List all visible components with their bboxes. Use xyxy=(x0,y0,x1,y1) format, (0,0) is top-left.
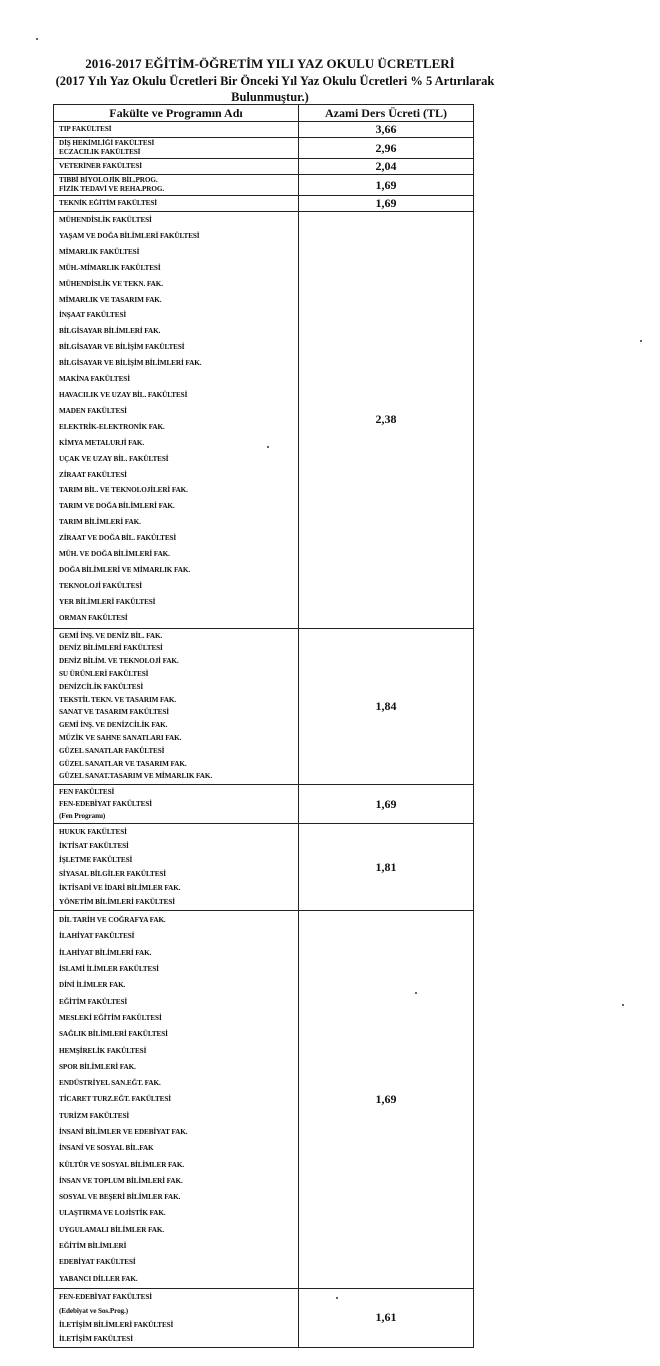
faculty-cell xyxy=(54,138,299,159)
faculty-name: TEKSTİL TEKN. VE TASARIM FAK. xyxy=(59,695,177,704)
faculty-name: FEN FAKÜLTESİ xyxy=(59,788,115,797)
faculty-name: İNSAN VE TOPLUM BİLİMLERİ FAK. xyxy=(59,1176,183,1185)
scan-speck xyxy=(415,992,417,994)
faculty-name: ELEKTRİK-ELEKTRONİK FAK. xyxy=(59,422,165,431)
faculty-name: TURİZM FAKÜLTESİ xyxy=(59,1111,130,1120)
faculty-name: ECZACILIK FAKÜLTESİ xyxy=(59,148,141,156)
scan-speck xyxy=(267,446,269,448)
fee-value: 2,38 xyxy=(299,212,474,629)
table-row xyxy=(54,175,474,196)
faculty-name: GÜZEL SANATLAR FAKÜLTESİ xyxy=(59,746,165,755)
faculty-name: GEMİ İNŞ. VE DENİZ BİL. FAK. xyxy=(59,631,163,640)
faculty-name: MÜZİK VE SAHNE SANATLARI FAK. xyxy=(59,733,182,742)
faculty-name: İKTİSADİ VE İDARİ BİLİMLER FAK. xyxy=(59,884,181,893)
faculty-cell xyxy=(54,824,299,911)
faculty-name: UÇAK VE UZAY BİL. FAKÜLTESİ xyxy=(59,454,169,463)
faculty-name: TARIM BİLİMLERİ FAK. xyxy=(59,518,141,527)
faculty-name: YÖNETİM BİLİMLERİ FAKÜLTESİ xyxy=(59,898,175,907)
fee-value: 3,66 xyxy=(299,122,474,138)
faculty-name: MİMARLIK FAKÜLTESİ xyxy=(59,247,140,256)
scan-speck xyxy=(622,1004,624,1006)
faculty-name: SAĞLIK BİLİMLERİ FAKÜLTESİ xyxy=(59,1030,168,1039)
faculty-name: MAKİNA FAKÜLTESİ xyxy=(59,375,130,384)
document-title: 2016-2017 EĞİTİM-ÖĞRETİM YILI YAZ OKULU ÜCRETLERİ xyxy=(85,56,455,71)
faculty-name: DİNİ İLİMLER FAK. xyxy=(59,981,126,990)
document-subtitle-line1: (2017 Yılı Yaz Okulu Ücretleri Bir Önceki Yıl Yaz Okulu Ücretleri % 5 Artırılarak xyxy=(55,74,495,88)
faculty-name: SOSYAL VE BEŞERİ BİLİMLER FAK. xyxy=(59,1193,181,1202)
faculty-name: ORMAN FAKÜLTESİ xyxy=(59,613,128,622)
table-row xyxy=(54,159,474,175)
faculty-name: ZİRAAT VE DOĞA BİL. FAKÜLTESİ xyxy=(59,534,177,543)
faculty-name: BİLGİSAYAR VE BİLİŞİM BİLİMLERİ FAK. xyxy=(59,359,202,368)
faculty-name: (Fen Programı) xyxy=(59,812,106,821)
faculty-name: İLAHİYAT FAKÜLTESİ xyxy=(59,932,135,941)
faculty-name: İNSANİ VE SOSYAL BİL.FAK xyxy=(59,1144,154,1153)
faculty-name: (Edebiyat ve Sos.Prog.) xyxy=(59,1306,129,1315)
faculty-cell xyxy=(54,212,299,629)
faculty-name: EĞİTİM BİLİMLERİ xyxy=(59,1242,127,1251)
faculty-name: KİMYA METALURJİ FAK. xyxy=(59,438,145,447)
faculty-name: GÜZEL SANAT.TASARIM VE MİMARLIK FAK. xyxy=(59,772,213,781)
fee-value: 1,69 xyxy=(299,911,474,1289)
table-row xyxy=(54,628,474,785)
faculty-name: BİLGİSAYAR VE BİLİŞİM FAKÜLTESİ xyxy=(59,343,185,352)
faculty-name: MÜH.-MİMARLIK FAKÜLTESİ xyxy=(59,263,161,272)
faculty-name: DOĞA BİLİMLERİ VE MİMARLIK FAK. xyxy=(59,565,191,574)
fee-value: 1,69 xyxy=(299,785,474,824)
faculty-name: SANAT VE TASARIM FAKÜLTESİ xyxy=(59,708,169,717)
fee-value: 1,81 xyxy=(299,824,474,911)
faculty-name: FEN-EDEBİYAT FAKÜLTESİ xyxy=(59,1292,152,1301)
faculty-name: HAVACILIK VE UZAY BİL. FAKÜLTESİ xyxy=(59,390,188,399)
faculty-name: İLAHİYAT BİLİMLERİ FAK. xyxy=(59,948,152,957)
fee-value: 2,96 xyxy=(299,138,474,159)
scan-speck xyxy=(36,38,38,40)
faculty-name: MADEN FAKÜLTESİ xyxy=(59,406,127,415)
faculty-name: YAŞAM VE DOĞA BİLİMLERİ FAKÜLTESİ xyxy=(59,231,200,240)
faculty-name: VETERİNER FAKÜLTESİ xyxy=(59,162,142,170)
fee-table-body xyxy=(54,122,474,1348)
scan-speck xyxy=(640,340,642,342)
document-subtitle-line2: Bulunmuştur.) xyxy=(231,90,309,104)
faculty-name: MESLEKİ EĞİTİM FAKÜLTESİ xyxy=(59,1013,162,1022)
faculty-name: TEKNİK EĞİTİM FAKÜLTESİ xyxy=(59,199,157,207)
faculty-cell xyxy=(54,1288,299,1347)
faculty-name: İNSANİ BİLİMLER VE EDEBİYAT FAK. xyxy=(59,1127,188,1136)
faculty-name: İKTİSAT FAKÜLTESİ xyxy=(59,842,129,851)
faculty-name: BİLGİSAYAR BİLİMLERİ FAK. xyxy=(59,327,161,336)
faculty-name: MİMARLIK VE TASARIM FAK. xyxy=(59,295,162,304)
faculty-cell xyxy=(54,175,299,196)
fee-value: 1,69 xyxy=(299,196,474,212)
faculty-name: SPOR BİLİMLERİ FAK. xyxy=(59,1062,136,1071)
fee-table xyxy=(53,104,474,1348)
faculty-name: TARIM BİL. VE TEKNOLOJİLERİ FAK. xyxy=(59,486,188,495)
faculty-name: YABANCI DİLLER FAK. xyxy=(59,1274,138,1283)
faculty-name: YER BİLİMLERİ FAKÜLTESİ xyxy=(59,597,156,606)
faculty-name: DENİZ BİLİMLERİ FAKÜLTESİ xyxy=(59,644,163,653)
faculty-name: KÜLTÜR VE SOSYAL BİLİMLER FAK. xyxy=(59,1160,185,1169)
faculty-name: TARIM VE DOĞA BİLİMLERİ FAK. xyxy=(59,502,175,511)
faculty-name: DENİZCİLİK FAKÜLTESİ xyxy=(59,682,144,691)
faculty-cell xyxy=(54,122,299,138)
faculty-name: ENDÜSTRİYEL SAN.EĞT. FAK. xyxy=(59,1079,161,1088)
faculty-cell xyxy=(54,196,299,212)
fee-value: 1,61 xyxy=(299,1288,474,1347)
fee-value: 2,04 xyxy=(299,159,474,175)
faculty-name: İSLAMİ İLİMLER FAKÜLTESİ xyxy=(59,965,159,974)
table-header-row xyxy=(54,105,474,122)
faculty-cell xyxy=(54,785,299,824)
faculty-name: GÜZEL SANATLAR VE TASARIM FAK. xyxy=(59,759,187,768)
fee-value: 1,84 xyxy=(299,628,474,785)
fee-value: 1,69 xyxy=(299,175,474,196)
faculty-name: ZİRAAT FAKÜLTESİ xyxy=(59,470,127,479)
faculty-name: SU ÜRÜNLERİ FAKÜLTESİ xyxy=(59,669,149,678)
faculty-name: TİCARET TURZ.EĞT. FAKÜLTESİ xyxy=(59,1095,171,1104)
faculty-name: DİŞ HEKİMLİĞİ FAKÜLTESİ xyxy=(59,139,155,147)
faculty-name: DENİZ BİLİM. VE TEKNOLOJİ FAK. xyxy=(59,657,179,666)
faculty-name: MÜH. VE DOĞA BİLİMLERİ FAK. xyxy=(59,550,170,559)
faculty-name: GEMİ İNŞ. VE DENİZCİLİK FAK. xyxy=(59,721,168,730)
faculty-cell xyxy=(54,628,299,785)
table-row xyxy=(54,824,474,911)
table-row xyxy=(54,138,474,159)
scan-speck xyxy=(336,1297,338,1299)
faculty-name: EĞİTİM FAKÜLTESİ xyxy=(59,997,128,1006)
faculty-name: HEMŞİRELİK FAKÜLTESİ xyxy=(59,1046,147,1055)
header-fee: Azami Ders Ücreti (TL) xyxy=(299,105,474,122)
faculty-name: İLETİŞİM BİLİMLERİ FAKÜLTESİ xyxy=(59,1320,174,1329)
faculty-name: FEN-EDEBİYAT FAKÜLTESİ xyxy=(59,800,152,809)
faculty-name: İNŞAAT FAKÜLTESİ xyxy=(59,311,127,320)
faculty-name: İŞLETME FAKÜLTESİ xyxy=(59,856,133,865)
faculty-name: SİYASAL BİLGİLER FAKÜLTESİ xyxy=(59,870,166,879)
table-row xyxy=(54,1288,474,1347)
table-row xyxy=(54,785,474,824)
table-row xyxy=(54,196,474,212)
faculty-name: TIBBİ BİYOLOJİK BİL.PROG. xyxy=(59,176,158,184)
faculty-name: MÜHENDİSLİK FAKÜLTESİ xyxy=(59,216,152,224)
faculty-name: TEKNOLOJİ FAKÜLTESİ xyxy=(59,581,142,590)
header-faculty: Fakülte ve Programın Adı xyxy=(54,105,299,122)
faculty-cell xyxy=(54,159,299,175)
faculty-name: HUKUK FAKÜLTESİ xyxy=(59,828,127,837)
faculty-name: DİL TARİH VE COĞRAFYA FAK. xyxy=(59,916,166,925)
table-row xyxy=(54,212,474,629)
faculty-name: MÜHENDİSLİK VE TEKN. FAK. xyxy=(59,279,163,288)
faculty-cell xyxy=(54,911,299,1289)
table-row xyxy=(54,911,474,1289)
faculty-name: EDEBİYAT FAKÜLTESİ xyxy=(59,1258,136,1267)
faculty-name: İLETİŞİM FAKÜLTESİ xyxy=(59,1334,133,1343)
faculty-name: TIP FAKÜLTESİ xyxy=(59,124,112,133)
table-row xyxy=(54,122,474,138)
faculty-name: FİZİK TEDAVİ VE REHA.PROG. xyxy=(59,185,165,193)
faculty-name: ULAŞTIRMA VE LOJİSTİK FAK. xyxy=(59,1209,166,1218)
faculty-name: UYGULAMALI BİLİMLER FAK. xyxy=(59,1225,165,1234)
